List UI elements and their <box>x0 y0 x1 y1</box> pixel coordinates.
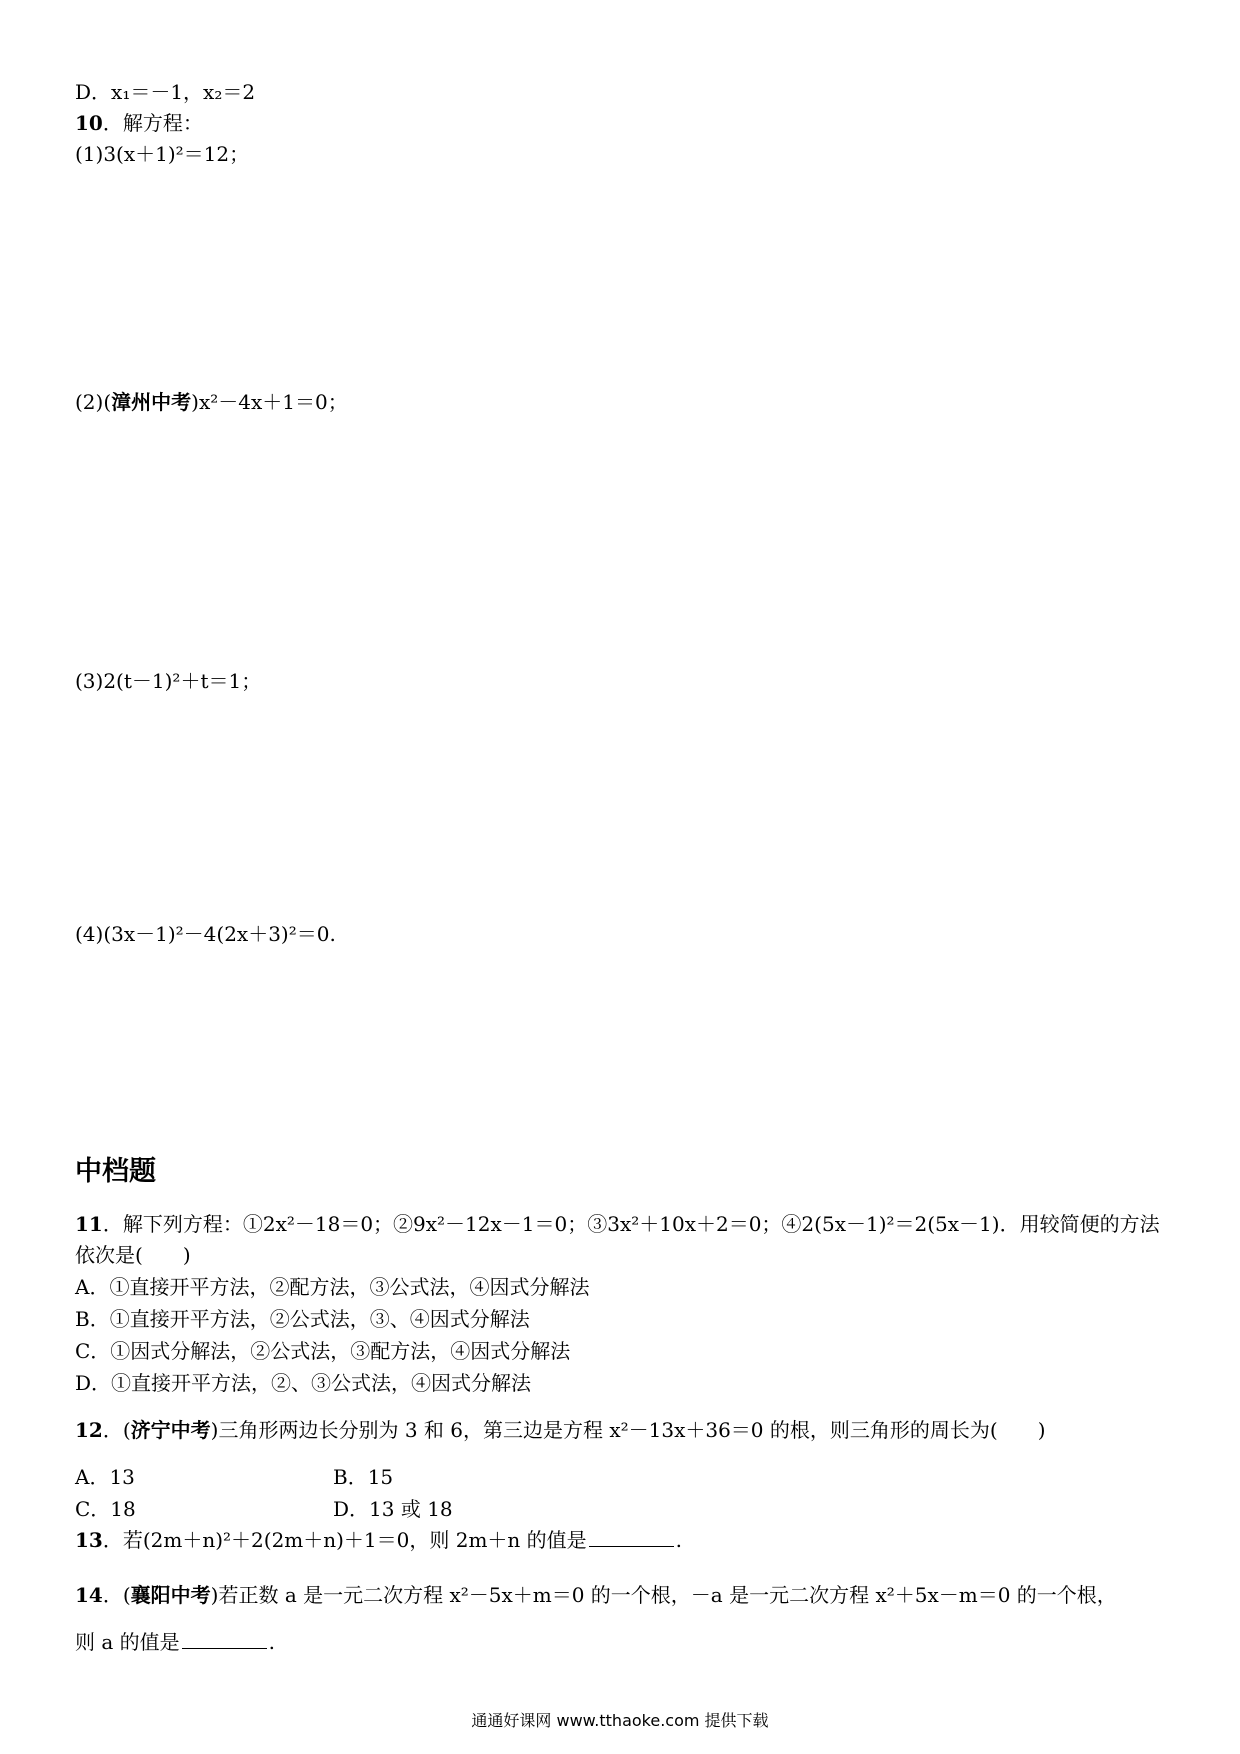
question-text: 依次是( <box>75 1243 143 1267</box>
question-number: 11 <box>75 1212 103 1236</box>
q11-option-a: A．①直接开平方法，②配方法，③公式法，④因式分解法 <box>75 1275 590 1299</box>
question-14-line1 <box>75 1583 1117 1607</box>
option-d-q9: D．x₁＝－1，x₂＝2 <box>75 80 256 104</box>
question-12 <box>75 1418 1046 1442</box>
question-13 <box>75 1528 682 1552</box>
subquestion-prefix: (2)( <box>75 390 112 414</box>
question-text: 则 a 的值是 <box>75 1630 180 1654</box>
question-prefix: ．( <box>102 1418 131 1442</box>
source-tag: 襄阳中考 <box>130 1583 211 1607</box>
question-text: ．解方程： <box>102 111 203 135</box>
question-text: )若正数 a 是一元二次方程 x²－5x＋m＝0 的一个根，－a 是一元二次方程 x²＋5x－m＝0 的一个根， <box>210 1583 1117 1607</box>
question-text: ．若(2m＋n)²＋2(2m＋n)＋1＝0，则 2m＋n 的值是 <box>102 1528 587 1552</box>
question-11-line1 <box>75 1212 1160 1236</box>
question-number: 14 <box>75 1583 103 1607</box>
q12-option-c: C．18 <box>75 1497 136 1521</box>
page-footer: 通通好课网 www.tthaoke.com 提供下载 <box>471 1711 769 1730</box>
question-number: 13 <box>75 1528 103 1552</box>
answer-blank <box>182 1630 267 1649</box>
question-end: . <box>268 1630 275 1654</box>
section-title: 中档题 <box>75 1156 156 1187</box>
q12-option-b: B．15 <box>333 1465 394 1489</box>
q12-options-row2 <box>75 1497 453 1521</box>
question-number: 12 <box>75 1418 103 1442</box>
question-text: )三角形两边长分别为 3 和 6，第三边是方程 x²－13x＋36＝0 的根，则三角形的周长为( <box>210 1418 998 1442</box>
question-number: 10 <box>75 111 103 135</box>
q11-option-b: B．①直接开平方法，②公式法，③、④因式分解法 <box>75 1307 530 1331</box>
subquestion-1: (1)3(x＋1)²＝12； <box>75 142 250 166</box>
question-11-line2 <box>75 1243 191 1267</box>
answer-blank <box>589 1528 674 1547</box>
question-10 <box>75 111 203 135</box>
q12-option-d: D．13 或 18 <box>333 1497 453 1521</box>
subquestion-equation: )x²－4x＋1＝0； <box>191 390 348 414</box>
source-tag: 漳州中考 <box>111 390 192 414</box>
question-text: ．解下列方程：①2x²－18＝0；②9x²－12x－1＝0；③3x²＋10x＋2＝0；④2(5x－1)²＝2(5x－1)．用较简便的方法 <box>102 1212 1160 1236</box>
question-14-line2 <box>75 1630 275 1654</box>
q12-options-row1 <box>75 1465 394 1489</box>
subquestion-2 <box>75 390 348 414</box>
question-end: . <box>675 1528 683 1552</box>
source-tag: 济宁中考 <box>130 1418 211 1442</box>
q12-option-a: A．13 <box>75 1465 135 1489</box>
subquestion-3: (3)2(t－1)²＋t＝1； <box>75 669 262 693</box>
q11-option-d: D．①直接开平方法，②、③公式法，④因式分解法 <box>75 1371 532 1395</box>
question-prefix: ．( <box>102 1583 131 1607</box>
answer-paren-close: ) <box>1037 1418 1046 1442</box>
q11-option-c: C．①因式分解法，②公式法，③配方法，④因式分解法 <box>75 1339 571 1363</box>
answer-paren-close: ) <box>182 1243 191 1267</box>
subquestion-4: (4)(3x－1)²－4(2x＋3)²＝0. <box>75 922 336 946</box>
